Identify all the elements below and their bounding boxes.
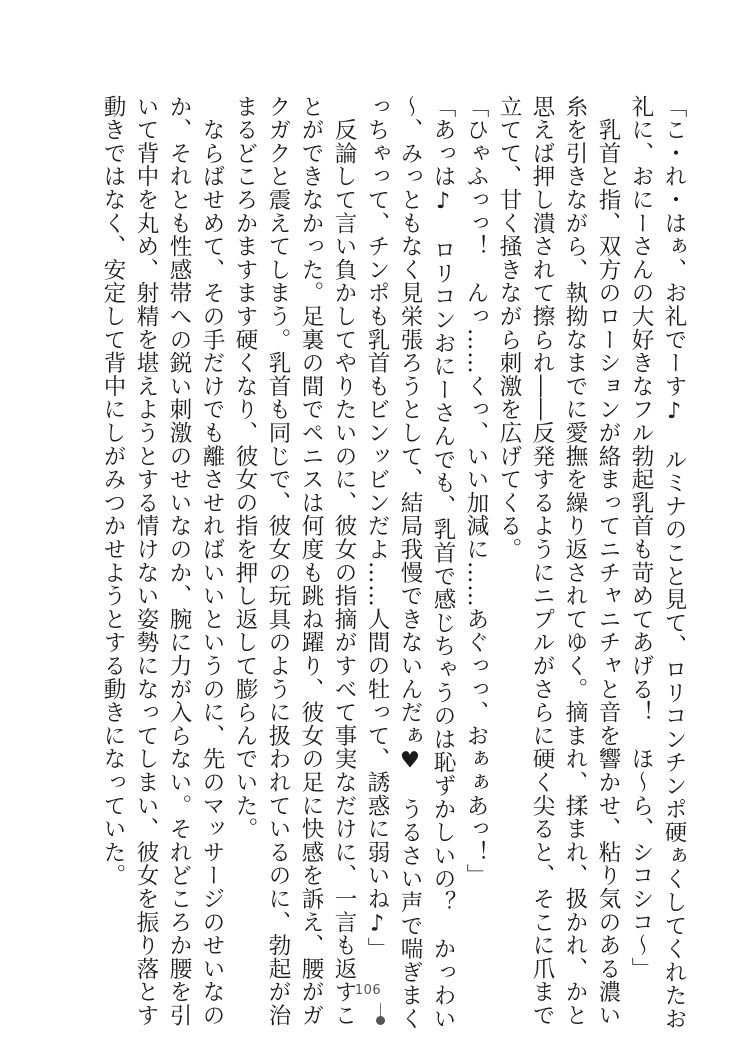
page-number: 106 [354, 983, 382, 998]
text-column: 礼に、おにーさんの大好きなフル勃起乳首も苛めてあげる！ ほ～ら、シコシコ～」 [628, 95, 654, 981]
text-column: 乳首と指、双方のローションが絡まってニチャニチャと音を響かせ、粘り気のある濃い [595, 95, 621, 1027]
text-column: っちゃって、チンポも乳首もビンッビンだよ……人間の牡って、誘惑に弱いね♪」 [364, 95, 390, 961]
text-column: とができなかった。足裏の間でペニスは何度も跳ね躍り、彼女の足に快感を訴え、腰がガ [298, 95, 324, 1027]
text-column: 糸を引きながら、執拗なまでに愛撫を繰り返されてゆく。摘まれ、揉まれ、扱かれ、かと [562, 95, 588, 1027]
text-column: 思えば押し潰されて擦られ――反発するようにニプルがさらに硬く尖ると、そこに爪まで [529, 95, 555, 1027]
text-column: ～、みっともなく見栄張ろうとして、結局我慢できないんだぁ♥ うるさい声で喘ぎまく [397, 95, 423, 1031]
text-column: 「あっは♪ ロリコンおにーさんでも、乳首で感じちゃうのは恥ずかしいの？ かっわい [430, 95, 456, 1031]
text-column: いて背中を丸め、射精を堪えようとする情けない姿勢になってしまい、彼女を振り落とす [133, 95, 159, 1027]
text-column: ならばせめて、その手だけでも離させればいいというのに、先のマッサージのせいなの [199, 95, 225, 1027]
text-column: 「こ・れ・はぁ、お礼でーす♪ ルミナのこと見て、ロリコンチンポ硬ぁくしてくれたお [661, 95, 687, 1031]
page-marker-dot-icon [376, 1016, 385, 1025]
text-column: 動きではなく、安定して背中にしがみつかせようとする動きになっていた。 [100, 95, 126, 888]
text-column: か、それとも性感帯への鋭い刺激のせいなのか、腕に力が入らない。それどころか腰を引 [166, 95, 192, 1027]
text-column: 立てて、甘く掻きながら刺激を広げてくる。 [496, 95, 522, 561]
text-column: 「ひゃふっっ！ んっ……くっ、いい加減に……あぐっっ、おぁぁあっ！」 [463, 95, 489, 888]
text-column: 反論して言い負かしてやりたいのに、彼女の指摘がすべて事実なだけに、一言も返すこ [331, 95, 357, 1027]
text-column: クガクと震えてしまう。乳首も同じで、彼女の玩具のように扱われているのに、勃起が治 [265, 95, 291, 1027]
text-column: まるどころかますます硬くなり、彼女の指を押し返して膨らんでいた。 [232, 95, 258, 841]
